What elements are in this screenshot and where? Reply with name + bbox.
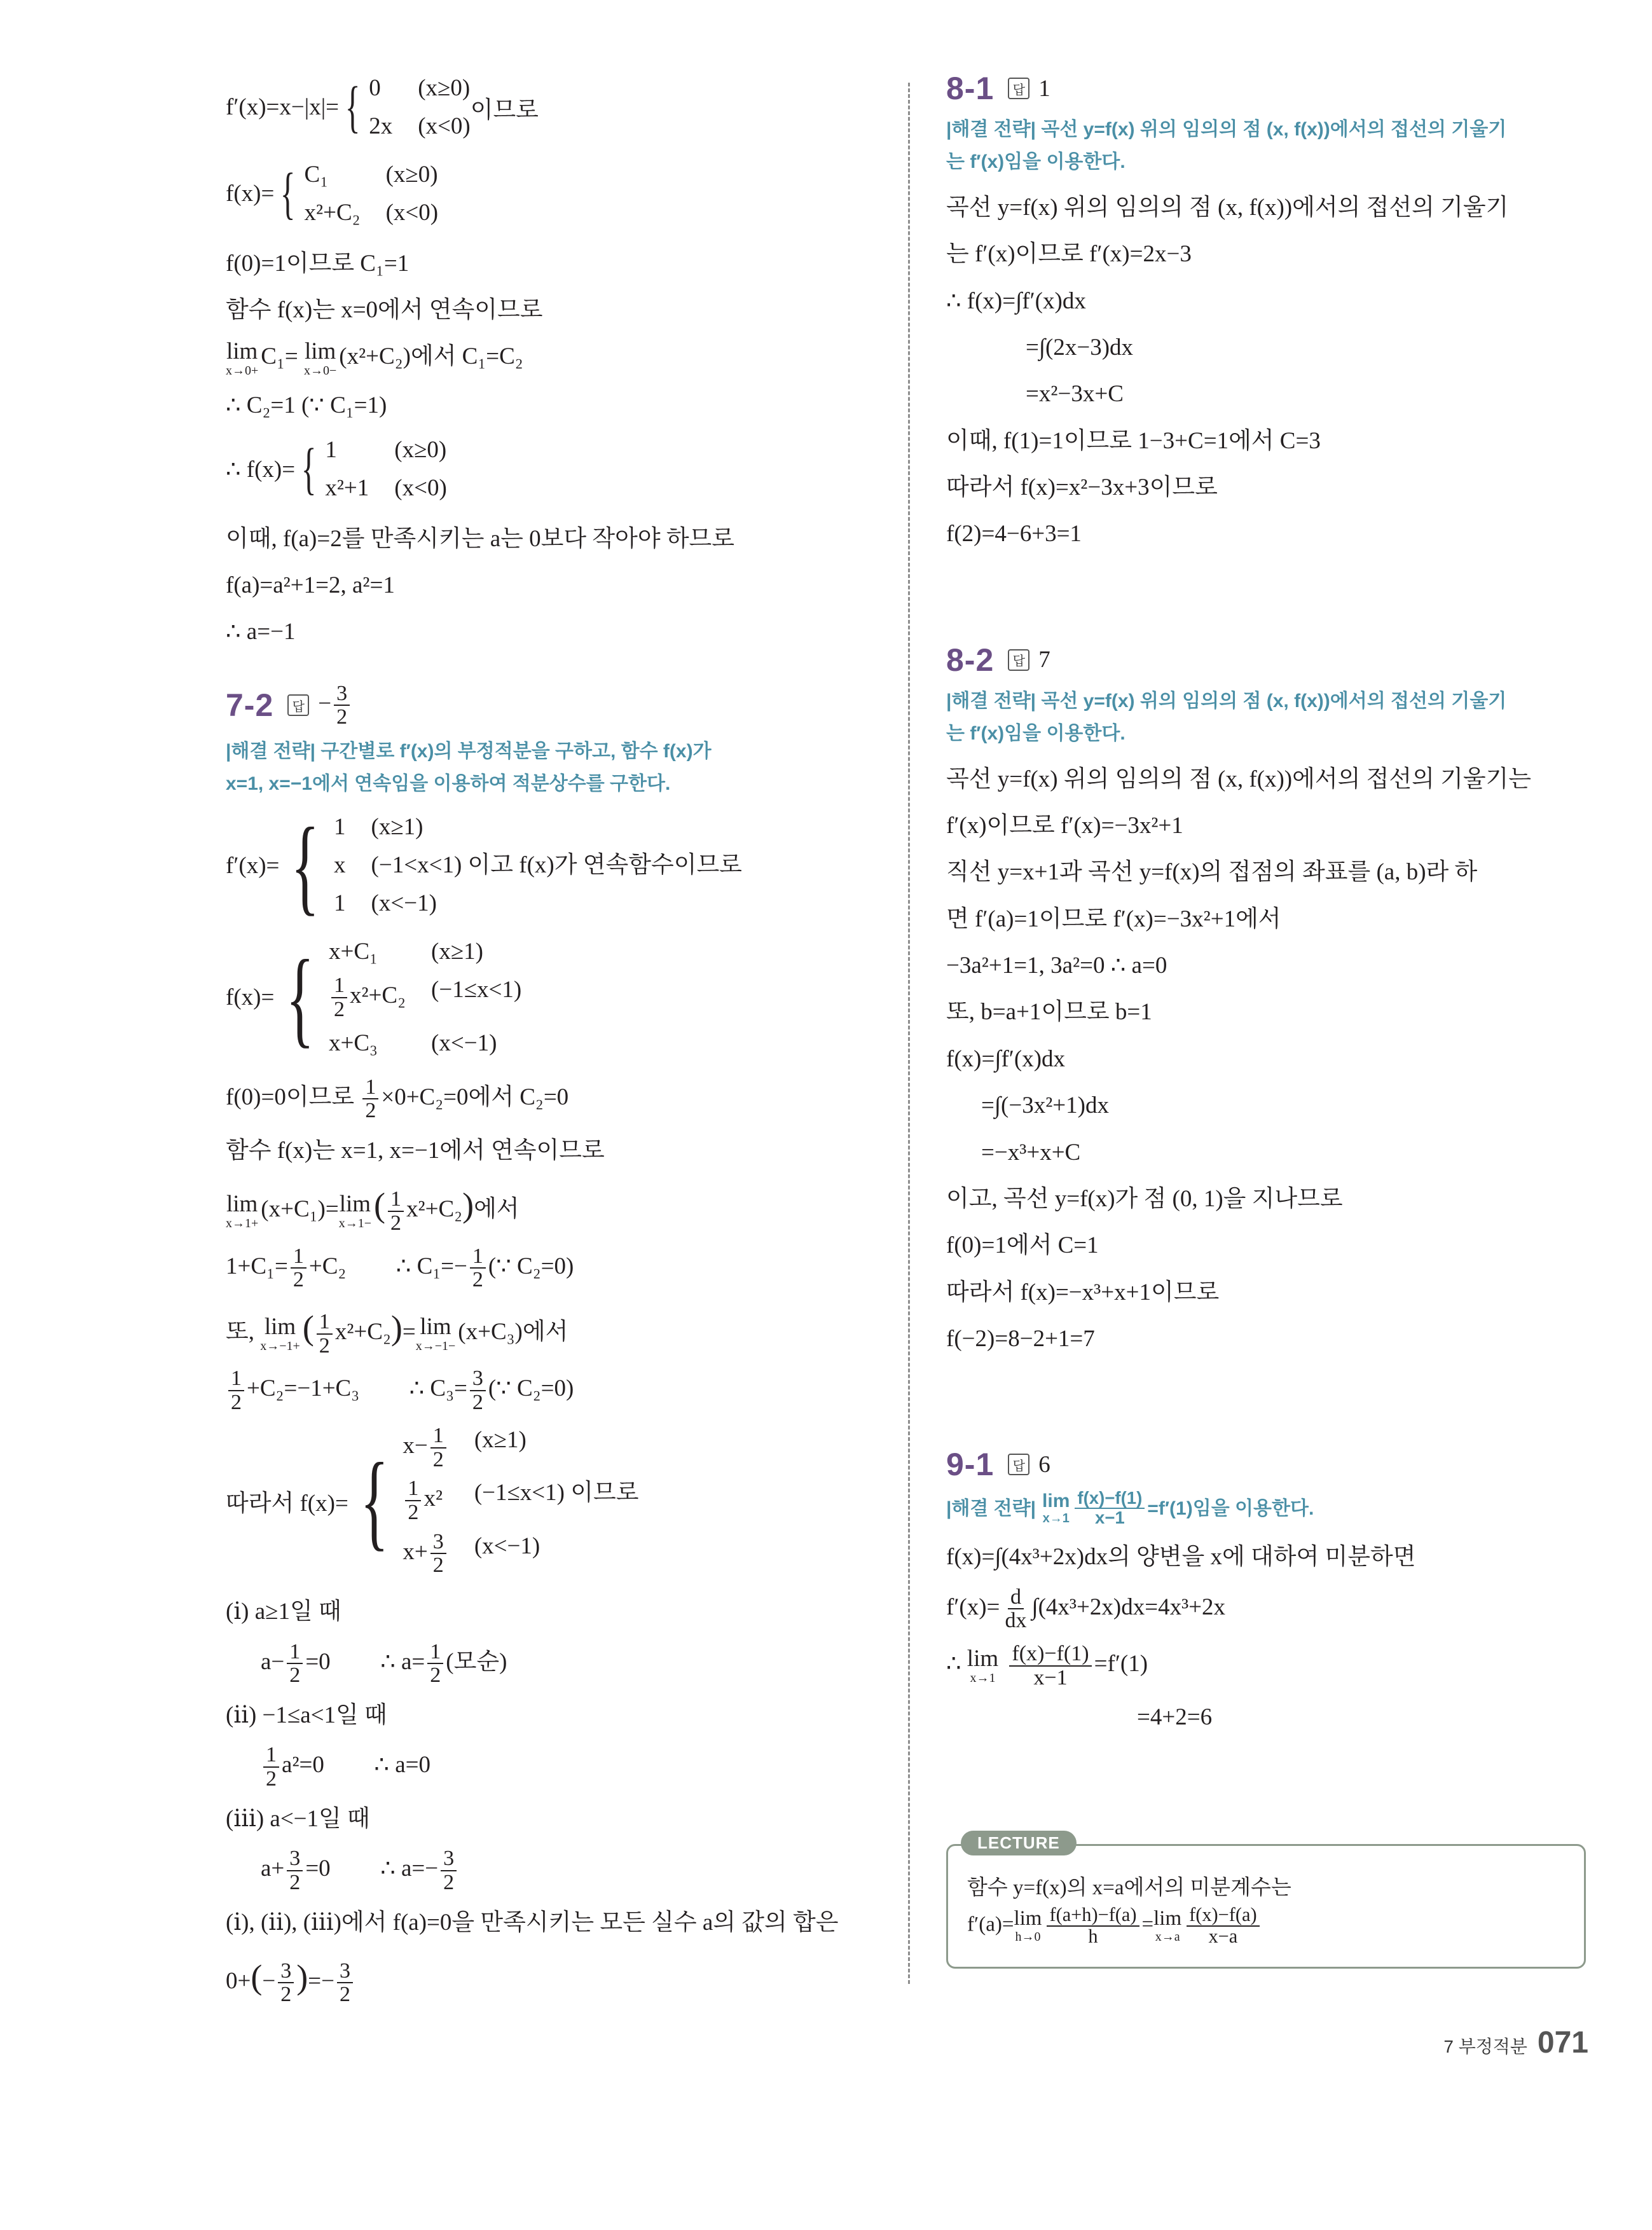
lim-sub: x→−1+ [260,1339,300,1354]
eq-text: (x+C₃)에서 [458,1319,568,1346]
case-condition: (x≥0) [385,161,438,188]
case-condition: (x<0) [418,113,471,139]
answer-icon: 답 [1008,649,1029,671]
fraction [470,1245,486,1291]
denominator: 2 [333,997,345,1021]
text-line: −3a²+1=1, 3a²=0 ∴ a=0 [946,953,1167,979]
lim-word: lim [304,338,336,365]
eq-text: +C₂ [308,1253,347,1279]
limit [304,340,336,377]
denominator: x−a [1208,1925,1238,1947]
strategy-text: =f′(1)임을 이용한다. [1147,1497,1314,1519]
strategy-label: |해결 전략| [946,1497,1036,1519]
eq-text: a²=0 [282,1752,324,1779]
problem-header-8-1 [946,70,1595,107]
strategy-line: x=1, x=−1에서 연속임을 이용하여 적분상수를 구한다. [226,773,671,795]
eq-text: ×0+C₂=0에서 C₂=0 [381,1084,569,1110]
numerator: 1 [317,1311,333,1335]
answer [318,682,352,729]
text-line: f(x)=∫(4x³+2x)dx의 양변을 x에 대하여 미분하면 [946,1544,1416,1571]
limit [226,1192,258,1230]
text-line: ∴ C₂=1 (∵ C₁=1) [226,392,387,419]
lim-sub: x→1 [1042,1511,1070,1526]
chapter-label: 7 부정적분 [1443,2037,1527,2056]
eq-text: x+ [403,1538,428,1565]
eq-text: x²+C₂ [406,1196,463,1223]
limit [260,1315,300,1352]
numerator: f(x)−f(1) [1009,1642,1091,1667]
eq-text: 에서 [474,1196,520,1223]
eq-text: f′(x)=x−|x|= [226,94,339,121]
denominator: dx [1005,1609,1027,1633]
denominator: h [1088,1925,1098,1947]
lim-word: lim [1153,1907,1182,1931]
strategy-line: 는 f′(x)임을 이용한다. [946,722,1125,744]
numerator: 1 [263,1744,279,1768]
cases [329,936,521,1059]
text-line: 이때, f(a)=2를 만족시키는 a는 0보다 작아야 하므로 [226,525,735,552]
limit [967,1647,998,1684]
denominator: 2 [408,1500,419,1524]
fraction [263,1744,279,1790]
case-condition: (x≥0) [418,75,471,101]
text-line: f(2)=4−6+3=1 [946,521,1082,547]
limit [339,1192,371,1230]
eq-text: f(0)=0이므로 [226,1084,355,1110]
numerator: 3 [430,1531,446,1555]
text-line: f(a)=a²+1=2, a²=1 [226,572,395,599]
numerator: f(a+h)−f(a) [1047,1905,1139,1927]
limit-line [226,338,862,377]
text-line: =∫(−3x²+1)dx [981,1092,1109,1119]
numerator: f(x)−f(1) [1075,1489,1145,1509]
case-condition: (x<0) [385,199,439,226]
denominator: 2 [443,1870,455,1894]
denominator: 2 [339,1983,350,2007]
lim-sub: x→−1− [415,1339,456,1354]
lim-word: lim [226,1191,258,1218]
problem-number: 8-1 [946,71,995,106]
brace: { [280,162,296,225]
numerator: 3 [470,1367,486,1391]
eq-text: =0 [305,1648,331,1675]
answer-icon: 답 [287,694,309,716]
numerator: 1 [470,1245,486,1269]
brace: { [345,75,361,139]
denominator: 2 [472,1268,483,1292]
strategy-8-2 [946,685,1595,750]
lim-sub: x→1 [970,1671,996,1686]
denominator: 2 [231,1391,242,1415]
cases [305,159,439,229]
fraction [441,1847,457,1894]
problem-number: 8-2 [946,642,995,678]
page-number: 071 [1537,2026,1588,2060]
numerator: 1 [331,974,347,998]
numerator: 1 [388,1188,404,1212]
lim-word: lim [264,1314,296,1340]
eq-text: ∴ f(x)= [226,456,296,483]
denominator: x−1 [1094,1508,1125,1528]
denominator: 2 [293,1268,304,1292]
denominator: 2 [280,1983,292,2007]
eq-line [226,1367,862,1414]
cases [334,811,742,919]
denominator: 2 [472,1391,483,1415]
eq-text: =0 [305,1855,331,1882]
eq-fprime-piecewise [226,806,862,926]
problem-header-8-2 [946,642,1595,678]
denominator: 2 [266,1767,277,1791]
eq-text: (모순) [446,1648,507,1675]
eq-text: (∵ C₂=0) [488,1253,574,1279]
case-value: 2x [369,113,393,139]
lim-word: lim [339,1191,371,1218]
text-line: =−x³+x+C [981,1139,1081,1166]
eq-text: x²+C₂ [334,1319,391,1346]
text-line: (ⅰ), (ⅱ), (ⅲ)에서 f(a)=0을 만족시키는 모든 실수 a의 값의 합은 [226,1909,839,1936]
case-value [329,974,406,1021]
numerator: 1 [430,1424,446,1449]
lecture-box [946,1833,1586,1969]
eq-line [946,1586,1595,1632]
eq-text: f′(a)= [967,1913,1014,1936]
case-value [403,1531,448,1577]
numerator: 3 [287,1847,303,1871]
fraction [317,1311,333,1357]
text-line: 는 f′(x)이므로 f′(x)=2x−3 [946,241,1192,268]
case-value: 1 [334,890,346,917]
answer-icon: 답 [1008,78,1029,99]
eq-text: 따라서 f(x)= [226,1490,348,1517]
lim-sub: x→0+ [226,364,259,378]
text-line: f(0)=1에서 C=1 [946,1232,1099,1259]
eq-text: a− [261,1648,285,1675]
eq-line [946,1642,1595,1689]
eq-line [226,1245,862,1291]
fraction [1002,1586,1029,1632]
limit [416,1315,456,1352]
numerator: 1 [228,1367,244,1391]
case-condition: (x≥1) [371,814,423,841]
brace: { [360,1440,389,1560]
case-value: 0 [369,75,381,101]
right-column [946,70,1595,1746]
text-line: 이때, f(1)=1이므로 1−3+C=1에서 C=3 [946,427,1321,454]
text-line: 곡선 y=f(x) 위의 임의의 점 (x, f(x))에서의 접선의 기울기는 [946,766,1532,792]
answer-sign: − [318,690,332,717]
cases [325,434,446,504]
text-line: 또, b=a+1이므로 b=1 [946,999,1152,1026]
numerator: f(x)−f(a) [1187,1905,1259,1927]
limit [226,340,258,377]
cases [403,1424,638,1577]
lecture-line: 함수 y=f(x)의 x=a에서의 미분계수는 [967,1876,1291,1899]
fraction [427,1641,443,1687]
lecture-formula [967,1905,1291,1947]
numerator: d [1008,1586,1024,1610]
text-line: f′(x)이므로 f′(x)=−3x²+1 [946,813,1183,839]
fraction [287,1641,303,1687]
strategy-line: |해결 전략| 구간별로 f′(x)의 부정적분을 구하고, 함수 f(x)가 [226,741,712,762]
text-line: 이고, 곡선 y=f(x)가 점 (0, 1)을 지나므로 [946,1185,1343,1212]
answer-icon: 답 [1008,1454,1029,1475]
eq-line [226,1744,862,1790]
eq-f-final [226,434,862,504]
strategy-line: 는 f′(x)임을 이용한다. [946,151,1125,172]
eq-text: =f′(1) [1094,1651,1148,1677]
answer: 6 [1038,1451,1050,1478]
case-value: x+C₁ [328,939,378,965]
problem-header-7-2 [226,682,862,729]
fraction [228,1367,244,1414]
case-condition: (−1<x<1) 이고 f(x)가 연속함수이므로 [371,852,742,879]
denominator: 2 [289,1663,301,1688]
left-column [226,70,862,2016]
numerator: 1 [291,1245,306,1269]
fraction [278,1960,294,2006]
text-line: ∴ f(x)=∫f′(x)dx [946,287,1086,314]
fraction [331,974,347,1021]
fraction [1075,1489,1145,1527]
strategy-line: |해결 전략| 곡선 y=f(x) 위의 임의의 점 (x, f(x))에서의 접선의 기울기 [946,119,1507,140]
fraction [337,1960,353,2006]
eq-text: 0+ [226,1967,251,1994]
lim-word: lim [1042,1490,1070,1512]
eq-text: (x²+C₂)에서 C₁=C₂ [339,343,523,370]
eq-text: +C₂=−1+C₃ [247,1375,360,1402]
eq-text: C₁= [261,343,298,370]
eq-text: x− [403,1432,428,1459]
numerator: 3 [337,1960,353,1984]
lim-sub: x→1− [338,1216,372,1231]
strategy-line: |해결 전략| 곡선 y=f(x) 위의 임의의 점 (x, f(x))에서의 접선의 기울기 [946,690,1507,712]
text-line: =∫(2x−3)dx [1026,334,1134,361]
limit-line: 또, lim x→−1+ ( $\frac{1}{2}$ x²+C₂)= lim x→−1− (x+C₃)에서 [226,1309,568,1358]
eq-text: ∴ a=0 [374,1752,430,1779]
eq-text: x² [423,1485,443,1512]
text-line: 따라서 f(x)=x²−3x+3이므로 [946,474,1218,501]
text-line: 면 f′(a)=1이므로 f′(x)=−3x²+1에서 [946,905,1281,932]
eq-text: f′(x)= [226,852,280,879]
numerator: 1 [427,1641,443,1665]
case-value: x+C₃ [328,1029,378,1056]
fraction [430,1531,446,1577]
fraction [334,682,350,729]
denominator: 2 [319,1333,330,1358]
lim-word: lim [967,1646,999,1672]
page-footer [1443,2025,1588,2060]
case-condition: (x<−1) [431,1029,497,1056]
eq-line [226,1847,862,1894]
fraction [388,1188,404,1234]
case-condition: (x<0) [394,474,447,501]
case-condition: (x<−1) [371,890,437,917]
fraction [1047,1905,1139,1947]
case-condition: (x≥1) [474,1426,527,1453]
eq-text: =− [308,1967,334,1994]
eq-text: = [1141,1913,1154,1936]
column-divider [908,83,910,1984]
lim-word: lim [420,1314,451,1340]
eq-text: − [262,1967,276,1994]
numerator: 3 [334,682,350,706]
lim-sub: x→1+ [226,1216,259,1231]
text-line: =4+2=6 [1137,1704,1213,1731]
brace: { [286,937,315,1057]
text-line: (ⅰ) a≥1일 때 [226,1599,341,1625]
case-value: C₁ [304,161,329,188]
text-line: f(0)=1이므로 C₁=1 [226,250,410,277]
denominator: 2 [365,1099,376,1123]
text-line: 함수 f(x)는 x=0에서 연속이므로 [226,297,543,324]
eq-line: 0+(− $\frac{3}{2}$ )=− $\frac{3}{2}$ [226,1951,862,2006]
fraction [405,1477,421,1524]
fraction [1009,1642,1091,1689]
strategy-8-1 [946,113,1595,178]
numerator: 3 [441,1847,457,1871]
text-line: 함수 f(x)는 x=1, x=−1에서 연속이므로 [226,1137,605,1164]
lim-sub: x→a [1155,1930,1180,1944]
brace: { [301,437,317,500]
case-value: 1 [334,814,346,841]
lim-sub: x→0− [303,364,337,378]
text-line: f(x)=∫f′(x)dx [946,1045,1066,1072]
eq-text: ∴ a=− [380,1855,439,1882]
text-line: 직선 y=x+1과 곡선 y=f(x)의 접점의 좌표를 (a, b)라 하 [946,859,1478,886]
numerator: 1 [405,1477,421,1501]
strategy-7-2 [226,735,862,800]
eq-text: ∴ C₃= [409,1375,467,1402]
case-value: x²+1 [325,474,369,501]
eq-text: x²+C₂ [349,982,406,1009]
case-condition: (x<−1) [474,1532,540,1559]
case-value: x [334,852,346,879]
problem-header-9-1 [946,1446,1595,1483]
text-line: 따라서 f(x)=−x³+x+1이므로 [946,1279,1220,1305]
text-line: (ⅲ) a<−1일 때 [226,1805,370,1832]
eq-text: 1+C₁= [226,1253,288,1279]
fraction [287,1847,303,1894]
denominator: 2 [432,1553,444,1578]
text-line: f(−2)=8−2+1=7 [946,1325,1095,1352]
eq-text: 이므로 [470,97,539,123]
denominator: 2 [390,1211,402,1235]
limit-line: lim x→1+ (x+C₁)= lim x→1− ( $\frac{1}{2}$ x²+C₂)에서 [226,1186,520,1235]
eq-f-piecewise-final [226,1424,862,1577]
text-line: (ⅱ) −1≤a<1일 때 [226,1702,387,1728]
eq-text: = [402,1319,416,1346]
numerator: 3 [278,1960,294,1984]
problem-number: 7-2 [226,687,274,724]
eq-f-c1c2 [226,159,862,229]
numerator: 1 [362,1076,378,1100]
text-line: ∴ a=−1 [226,619,296,645]
lecture-body [967,1871,1291,1947]
answer: 7 [1038,647,1050,673]
denominator: 2 [432,1447,444,1471]
denominator: x−1 [1033,1665,1068,1690]
case-value [403,1424,448,1471]
eq-text: (∵ C₂=0) [488,1375,574,1402]
lim-word: lim [1014,1907,1042,1931]
limit [1042,1492,1070,1525]
eq-text: ∴ a= [380,1648,425,1675]
eq-f-piecewise-c [226,936,862,1059]
lim-sub: h→0 [1015,1930,1041,1944]
eq-text: a+ [261,1855,285,1882]
eq-text: ∫(4x³+2x)dx=4x³+2x [1031,1593,1226,1620]
eq-text: 또, [226,1319,254,1346]
case-condition: (x≥1) [431,939,483,965]
case-value: 1 [325,436,337,463]
eq-text: ∴ [946,1651,961,1677]
problem-number: 9-1 [946,1447,995,1483]
limit [1153,1908,1181,1943]
numerator: 1 [287,1641,303,1665]
case-condition: (−1≤x<1) [431,977,522,1003]
eq-text: f(x)= [226,181,275,207]
eq-text: f(x)= [226,984,275,1011]
case-condition: (x≥0) [394,436,447,463]
fraction [291,1245,306,1291]
lecture-tag: LECTURE [961,1831,1077,1855]
fraction [362,1076,378,1122]
fraction [470,1367,486,1414]
case-value: x²+C₂ [304,199,361,226]
eq-line [226,1076,862,1122]
eq-line [226,1641,862,1687]
answer: 1 [1038,75,1050,102]
eq-fprime-abs [226,72,862,142]
case-value [403,1477,448,1524]
strategy-9-1 [946,1489,1595,1527]
eq-text: ∴ C₁=− [396,1253,467,1279]
fraction [1187,1905,1259,1947]
fraction [430,1424,446,1471]
text-line: 곡선 y=f(x) 위의 임의의 점 (x, f(x))에서의 접선의 기울기 [946,195,1509,221]
brace: { [291,806,320,926]
lim-word: lim [226,338,258,365]
denominator: 2 [430,1663,441,1688]
eq-text: (x+C₁)= [261,1196,339,1223]
limit [1014,1908,1042,1943]
text-line: =x²−3x+C [1026,381,1124,408]
case-condition: (−1≤x<1) 이므로 [474,1480,639,1506]
denominator: 2 [289,1870,301,1894]
cases [369,72,471,142]
denominator: 2 [336,705,348,729]
eq-text: f′(x)= [946,1593,1000,1620]
